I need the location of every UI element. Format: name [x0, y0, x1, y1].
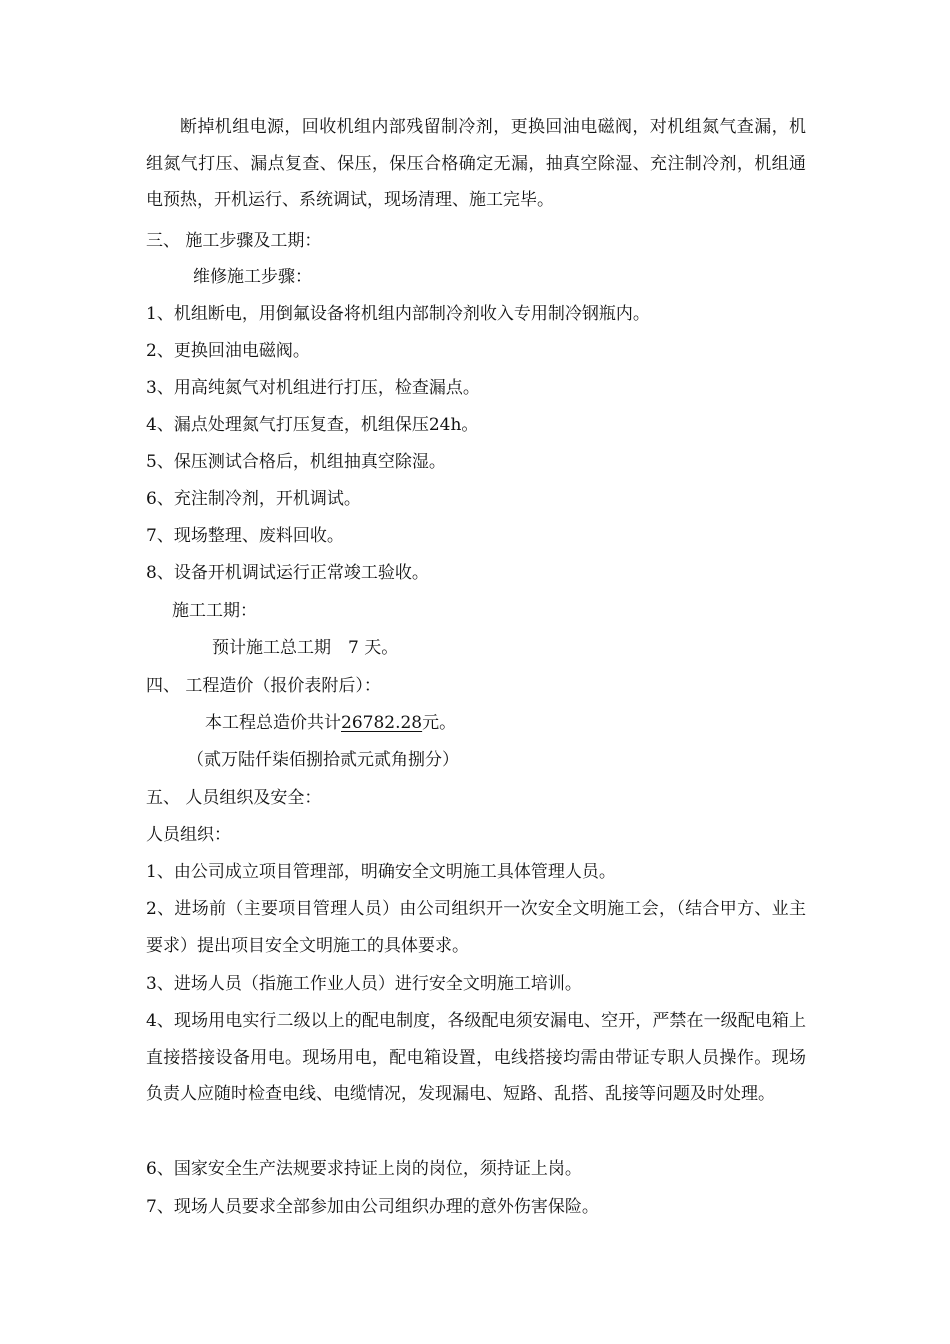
- org-item-2: 2、进场前（主要项目管理人员）由公司组织开一次安全文明施工会，（结合甲方、业主要求）提出项目安全文明施工的具体要求。: [146, 899, 806, 956]
- step-2: 2、更换回油电磁阀。: [146, 341, 310, 361]
- org-item-4: 4、现场用电实行二级以上的配电制度，各级配电须安漏电、空开，严禁在一级配电箱上直接搭接设备用电。现场用电，配电箱设置，电线搭接均需由带证专职人员操作。现场负责人应随时检查电线、电缆情况，发现漏电、短路、乱搭、乱接等问题及时处理。: [146, 1011, 806, 1104]
- step-4: 4、漏点处理氮气打压复查，机组保压24h。: [146, 415, 479, 435]
- org-item-1: 1、由公司成立项目管理部，明确安全文明施工具体管理人员。: [146, 862, 616, 882]
- org-title: 人员组织：: [146, 825, 231, 845]
- period-title: 施工工期：: [172, 601, 257, 621]
- org-item-6: 6、国家安全生产法规要求持证上岗的岗位，须持证上岗。: [146, 1159, 582, 1179]
- cost-prefix: 本工程总造价共计: [205, 713, 341, 733]
- org-item-7: 7、现场人员要求全部参加由公司组织办理的意外伤害保险。: [146, 1197, 599, 1217]
- org-item-3: 3、进场人员（指施工作业人员）进行安全文明施工培训。: [146, 974, 582, 994]
- intro-paragraph: 断掉机组电源，回收机组内部残留制冷剂，更换回油电磁阀，对机组氮气查漏，机组氮气打压、漏点复查、保压，保压合格确定无漏，抽真空除湿、充注制冷剂，机组通电预热，开机运行、系统调试，现场清理、施工完毕。: [146, 117, 806, 210]
- cost-value: 26782.28: [341, 713, 423, 733]
- step-1: 1、机组断电，用倒氟设备将机组内部制冷剂收入专用制冷钢瓶内。: [146, 304, 650, 324]
- step-6: 6、充注制冷剂，开机调试。: [146, 489, 361, 509]
- step-8: 8、设备开机调试运行正常竣工验收。: [146, 563, 429, 583]
- cost-in-words: （贰万陆仟柒佰捌拾贰元贰角捌分）: [187, 750, 459, 770]
- section-5-heading: 五、 人员组织及安全：: [146, 788, 322, 808]
- section-4-heading: 四、 工程造价（报价表附后）：: [146, 676, 381, 696]
- period-text: 预计施工总工期 7 天。: [212, 638, 399, 658]
- cost-suffix: 元。: [422, 713, 457, 733]
- step-5: 5、保压测试合格后，机组抽真空除湿。: [146, 452, 446, 472]
- step-7: 7、现场整理、废料回收。: [146, 526, 344, 546]
- section-3-heading: 三、 施工步骤及工期：: [146, 231, 322, 251]
- steps-title: 维修施工步骤：: [193, 267, 312, 287]
- cost-total: [205, 711, 456, 735]
- step-3: 3、用高纯氮气对机组进行打压，检查漏点。: [146, 378, 480, 398]
